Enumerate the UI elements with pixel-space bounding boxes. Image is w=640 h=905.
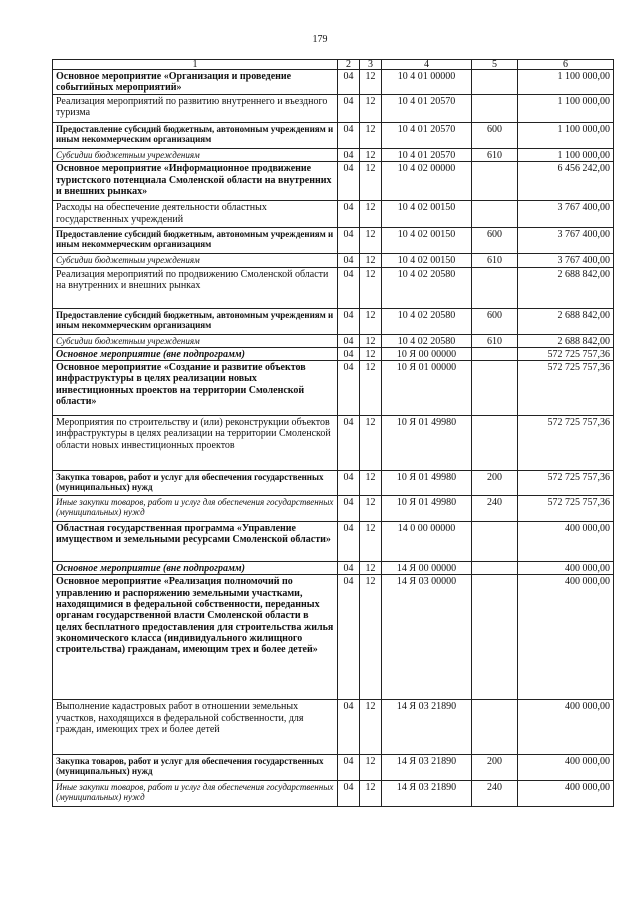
subsection-cell: 12 xyxy=(360,755,382,781)
amount-cell: 400 000,00 xyxy=(518,562,614,575)
section-cell: 04 xyxy=(338,267,360,308)
subsection-cell: 12 xyxy=(360,522,382,562)
table-row xyxy=(53,347,614,360)
section-cell: 04 xyxy=(338,496,360,522)
expense-type-cell: 600 xyxy=(472,228,518,254)
table-row xyxy=(53,162,614,201)
table-row xyxy=(53,700,614,755)
expense-type-cell: 600 xyxy=(472,308,518,334)
amount-cell: 400 000,00 xyxy=(518,781,614,807)
column-header: 2 xyxy=(338,60,360,70)
row-name-cell: Основное мероприятие «Реализация полномочий по управлению и распоряжению земельными участками, находящимися в федеральной собственности, переданных органам государственной власти Смоленской области в целях бесплатного предоставления для строительства жилья экономического класса (индивидуального жилищного строительства) гражданам, имеющим трех и более детей» xyxy=(53,575,338,700)
table-row xyxy=(53,361,614,416)
table-row xyxy=(53,522,614,562)
amount-cell: 572 725 757,36 xyxy=(518,416,614,471)
expense-type-cell: 200 xyxy=(472,471,518,496)
subsection-cell: 12 xyxy=(360,361,382,416)
target-article-cell: 10 Я 00 00000 xyxy=(382,347,472,360)
expense-type-cell xyxy=(472,267,518,308)
expense-type-cell xyxy=(472,562,518,575)
page-number: 179 xyxy=(312,34,328,45)
subsection-cell: 12 xyxy=(360,700,382,755)
expense-type-cell: 610 xyxy=(472,254,518,267)
subsection-cell: 12 xyxy=(360,781,382,807)
section-cell: 04 xyxy=(338,162,360,201)
section-cell: 04 xyxy=(338,254,360,267)
table-row xyxy=(53,334,614,347)
target-article-cell: 14 Я 03 21890 xyxy=(382,755,472,781)
amount-cell: 572 725 757,36 xyxy=(518,347,614,360)
subsection-cell: 12 xyxy=(360,228,382,254)
row-name-cell: Предоставление субсидий бюджетным, автономным учреждениям и иным некоммерческим организациям xyxy=(53,228,338,254)
expense-type-cell xyxy=(472,575,518,700)
expense-type-cell xyxy=(472,700,518,755)
table-row xyxy=(53,575,614,700)
subsection-cell: 12 xyxy=(360,201,382,228)
row-name-cell: Субсидии бюджетным учреждениям xyxy=(53,334,338,347)
amount-cell: 1 100 000,00 xyxy=(518,95,614,123)
section-cell: 04 xyxy=(338,228,360,254)
target-article-cell: 10 4 02 00150 xyxy=(382,228,472,254)
row-name-cell: Основное мероприятие (вне подпрограмм) xyxy=(53,562,338,575)
section-cell: 04 xyxy=(338,562,360,575)
expense-type-cell xyxy=(472,347,518,360)
subsection-cell: 12 xyxy=(360,123,382,149)
section-cell: 04 xyxy=(338,70,360,95)
amount-cell: 1 100 000,00 xyxy=(518,149,614,162)
row-name-cell: Основное мероприятие (вне подпрограмм) xyxy=(53,347,338,360)
row-name-cell: Основное мероприятие «Информационное продвижение туристского потенциала Смоленской области на внутренних и внешних рынках» xyxy=(53,162,338,201)
amount-cell: 400 000,00 xyxy=(518,755,614,781)
subsection-cell: 12 xyxy=(360,70,382,95)
section-cell: 04 xyxy=(338,123,360,149)
table-row xyxy=(53,201,614,228)
section-cell: 04 xyxy=(338,522,360,562)
section-cell: 04 xyxy=(338,347,360,360)
row-name-cell: Предоставление субсидий бюджетным, автономным учреждениям и иным некоммерческим организациям xyxy=(53,123,338,149)
target-article-cell: 10 4 01 20570 xyxy=(382,149,472,162)
row-name-cell: Мероприятия по строительству и (или) реконструкции объектов инфраструктуры в целях реализации на территории Смоленской области новых инвестиционных проектов xyxy=(53,416,338,471)
target-article-cell: 14 Я 03 21890 xyxy=(382,700,472,755)
table-row xyxy=(53,471,614,496)
column-header: 6 xyxy=(518,60,614,70)
target-article-cell: 10 4 01 20570 xyxy=(382,123,472,149)
expense-type-cell: 240 xyxy=(472,496,518,522)
target-article-cell: 14 Я 00 00000 xyxy=(382,562,472,575)
amount-cell: 400 000,00 xyxy=(518,700,614,755)
subsection-cell: 12 xyxy=(360,95,382,123)
section-cell: 04 xyxy=(338,471,360,496)
expense-type-cell xyxy=(472,522,518,562)
table-row xyxy=(53,416,614,471)
row-name-cell: Выполнение кадастровых работ в отношении земельных участков, находящихся в федеральной собственности, для граждан, имеющих трех и более детей xyxy=(53,700,338,755)
subsection-cell: 12 xyxy=(360,496,382,522)
section-cell: 04 xyxy=(338,575,360,700)
table-row xyxy=(53,123,614,149)
row-name-cell: Реализация мероприятий по развитию внутреннего и въездного туризма xyxy=(53,95,338,123)
subsection-cell: 12 xyxy=(360,334,382,347)
target-article-cell: 10 4 02 00150 xyxy=(382,254,472,267)
amount-cell: 2 688 842,00 xyxy=(518,308,614,334)
row-name-cell: Расходы на обеспечение деятельности областных государственных учреждений xyxy=(53,201,338,228)
row-name-cell: Областная государственная программа «Управление имуществом и земельными ресурсами Смоленской области» xyxy=(53,522,338,562)
table-row xyxy=(53,781,614,807)
amount-cell: 6 456 242,00 xyxy=(518,162,614,201)
target-article-cell: 10 4 02 00150 xyxy=(382,201,472,228)
subsection-cell: 12 xyxy=(360,416,382,471)
target-article-cell: 10 4 02 20580 xyxy=(382,334,472,347)
target-article-cell: 14 Я 03 21890 xyxy=(382,781,472,807)
target-article-cell: 10 Я 01 49980 xyxy=(382,471,472,496)
section-cell: 04 xyxy=(338,755,360,781)
amount-cell: 572 725 757,36 xyxy=(518,361,614,416)
table-row xyxy=(53,755,614,781)
row-name-cell: Закупка товаров, работ и услуг для обеспечения государственных (муниципальных) нужд xyxy=(53,471,338,496)
row-name-cell: Основное мероприятие «Организация и проведение событийных мероприятий» xyxy=(53,70,338,95)
expense-type-cell xyxy=(472,201,518,228)
expense-type-cell xyxy=(472,162,518,201)
expense-type-cell: 610 xyxy=(472,149,518,162)
row-name-cell: Субсидии бюджетным учреждениям xyxy=(53,149,338,162)
target-article-cell: 10 4 02 20580 xyxy=(382,308,472,334)
row-name-cell: Основное мероприятие «Создание и развитие объектов инфраструктуры в целях реализации новых инвестиционных проектов на территории Смоленской области» xyxy=(53,361,338,416)
section-cell: 04 xyxy=(338,700,360,755)
expense-type-cell: 240 xyxy=(472,781,518,807)
amount-cell: 400 000,00 xyxy=(518,575,614,700)
section-cell: 04 xyxy=(338,149,360,162)
expense-type-cell xyxy=(472,95,518,123)
row-name-cell: Реализация мероприятий по продвижению Смоленской области на внутренних и внешних рынках xyxy=(53,267,338,308)
target-article-cell: 14 Я 03 00000 xyxy=(382,575,472,700)
target-article-cell: 10 4 01 20570 xyxy=(382,95,472,123)
amount-cell: 2 688 842,00 xyxy=(518,334,614,347)
row-name-cell: Предоставление субсидий бюджетным, автономным учреждениям и иным некоммерческим организациям xyxy=(53,308,338,334)
column-header: 5 xyxy=(472,60,518,70)
table-body xyxy=(53,70,614,807)
table-row xyxy=(53,308,614,334)
table-header-row xyxy=(53,60,614,70)
table-row xyxy=(53,228,614,254)
section-cell: 04 xyxy=(338,416,360,471)
table-row xyxy=(53,149,614,162)
section-cell: 04 xyxy=(338,308,360,334)
row-name-cell: Закупка товаров, работ и услуг для обеспечения государственных (муниципальных) нужд xyxy=(53,755,338,781)
target-article-cell: 10 4 02 00000 xyxy=(382,162,472,201)
expense-type-cell: 610 xyxy=(472,334,518,347)
budget-table xyxy=(52,59,614,807)
subsection-cell: 12 xyxy=(360,254,382,267)
subsection-cell: 12 xyxy=(360,562,382,575)
row-name-cell: Субсидии бюджетным учреждениям xyxy=(53,254,338,267)
target-article-cell: 10 Я 01 49980 xyxy=(382,416,472,471)
expense-type-cell xyxy=(472,416,518,471)
amount-cell: 572 725 757,36 xyxy=(518,471,614,496)
table-row xyxy=(53,496,614,522)
section-cell: 04 xyxy=(338,361,360,416)
subsection-cell: 12 xyxy=(360,575,382,700)
target-article-cell: 10 Я 01 49980 xyxy=(382,496,472,522)
table-row xyxy=(53,70,614,95)
expense-type-cell: 200 xyxy=(472,755,518,781)
table-row xyxy=(53,254,614,267)
section-cell: 04 xyxy=(338,201,360,228)
amount-cell: 3 767 400,00 xyxy=(518,228,614,254)
amount-cell: 3 767 400,00 xyxy=(518,254,614,267)
table-row xyxy=(53,267,614,308)
target-article-cell: 10 4 02 20580 xyxy=(382,267,472,308)
row-name-cell: Иные закупки товаров, работ и услуг для обеспечения государственных (муниципальных) нужд xyxy=(53,781,338,807)
subsection-cell: 12 xyxy=(360,308,382,334)
target-article-cell: 10 4 01 00000 xyxy=(382,70,472,95)
column-header: 4 xyxy=(382,60,472,70)
amount-cell: 572 725 757,36 xyxy=(518,496,614,522)
row-name-cell: Иные закупки товаров, работ и услуг для обеспечения государственных (муниципальных) нужд xyxy=(53,496,338,522)
expense-type-cell xyxy=(472,70,518,95)
amount-cell: 1 100 000,00 xyxy=(518,70,614,95)
target-article-cell: 10 Я 01 00000 xyxy=(382,361,472,416)
subsection-cell: 12 xyxy=(360,162,382,201)
amount-cell: 400 000,00 xyxy=(518,522,614,562)
subsection-cell: 12 xyxy=(360,149,382,162)
subsection-cell: 12 xyxy=(360,471,382,496)
section-cell: 04 xyxy=(338,334,360,347)
subsection-cell: 12 xyxy=(360,347,382,360)
expense-type-cell: 600 xyxy=(472,123,518,149)
expense-type-cell xyxy=(472,361,518,416)
column-header: 3 xyxy=(360,60,382,70)
subsection-cell: 12 xyxy=(360,267,382,308)
target-article-cell: 14 0 00 00000 xyxy=(382,522,472,562)
amount-cell: 1 100 000,00 xyxy=(518,123,614,149)
column-header: 1 xyxy=(53,60,338,70)
section-cell: 04 xyxy=(338,781,360,807)
section-cell: 04 xyxy=(338,95,360,123)
amount-cell: 3 767 400,00 xyxy=(518,201,614,228)
table-row xyxy=(53,95,614,123)
table-row xyxy=(53,562,614,575)
amount-cell: 2 688 842,00 xyxy=(518,267,614,308)
